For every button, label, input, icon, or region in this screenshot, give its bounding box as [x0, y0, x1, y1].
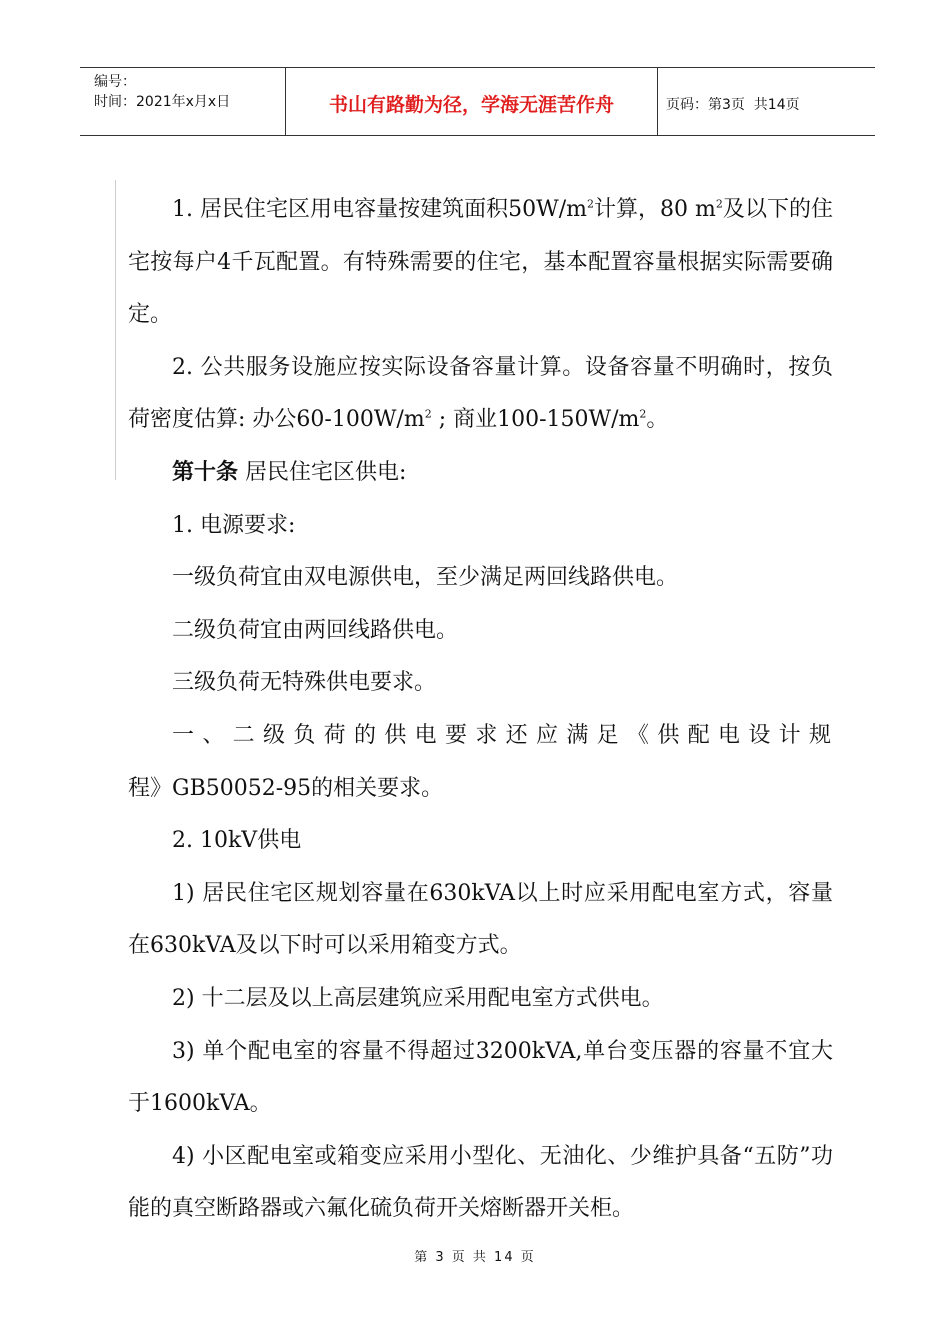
header-motto: 书山有路勤为径，学海无涯苦作舟: [286, 68, 658, 135]
header-page-info: [658, 68, 875, 135]
article-10-heading: [128, 447, 833, 500]
level-2-load: 二级负荷宜由两回线路供电。: [172, 617, 459, 643]
header-meta: [80, 68, 286, 135]
article-10-title: 第十条: [172, 459, 239, 485]
level-3-load: 三级负荷无特殊供电要求。: [172, 670, 437, 696]
supply-10kv-item-1: 1) 居民住宅区规划容量在630kVA以上时应采用配电室方式，容量在630kVA及以下时可以采用箱变方式。: [128, 880, 833, 959]
document-number-label: 编号：: [94, 74, 136, 90]
level-1-2-requirement-line-2: 程》GB50052-95的相关要求。: [128, 775, 444, 801]
page-footer: 第 3 页 共 14 页: [414, 1250, 536, 1265]
supply-10kv-heading: 2. 10kV供电: [172, 828, 302, 854]
paragraph-item-2: 2. 公共服务设施应按实际设备容量计算。设备容量不明确时，按负荷密度估算: 办公$60-100W/m^2$ ; 商业$100-150W/m^2$。: [128, 354, 833, 433]
left-margin-rule: [115, 180, 116, 480]
supply-10kv-item-2: 2) 十二层及以上高层建筑应采用配电室方式供电。: [172, 985, 664, 1011]
article-10-text: 居民住宅区供电:: [238, 459, 407, 485]
supply-10kv-item-4: 4) 小区配电室或箱变应采用小型化、无油化、少维护具备“五防”功能的真空断路器或六氟化硫负荷开关熔断器开关柜。: [128, 1143, 833, 1222]
power-requirement-heading: 1. 电源要求:: [172, 512, 296, 538]
supply-10kv-item-3: 3) 单个配电室的容量不得超过3200kVA,单台变压器的容量不宜大于1600kVA。: [128, 1038, 833, 1117]
level-1-load: 一级负荷宜由双电源供电，至少满足两回线路供电。: [172, 565, 679, 591]
header-page-label: 页码：第3页 共14页: [666, 96, 800, 113]
paragraph-item-1: 1. 居民住宅区用电容量按建筑面积$50W/m^2$计算，80 $m^2$及以下的住宅按每户4千瓦配置。有特殊需要的住宅，基本配置容量根据实际需要确定。: [128, 197, 833, 328]
page-header: [80, 67, 875, 136]
document-time-label: 时间：2021年x月x日: [94, 94, 231, 110]
level-1-2-requirement-line-1: 一、二级负荷的供电要求还应满足《供配电设计规: [172, 722, 833, 748]
document-body: [128, 184, 833, 1236]
